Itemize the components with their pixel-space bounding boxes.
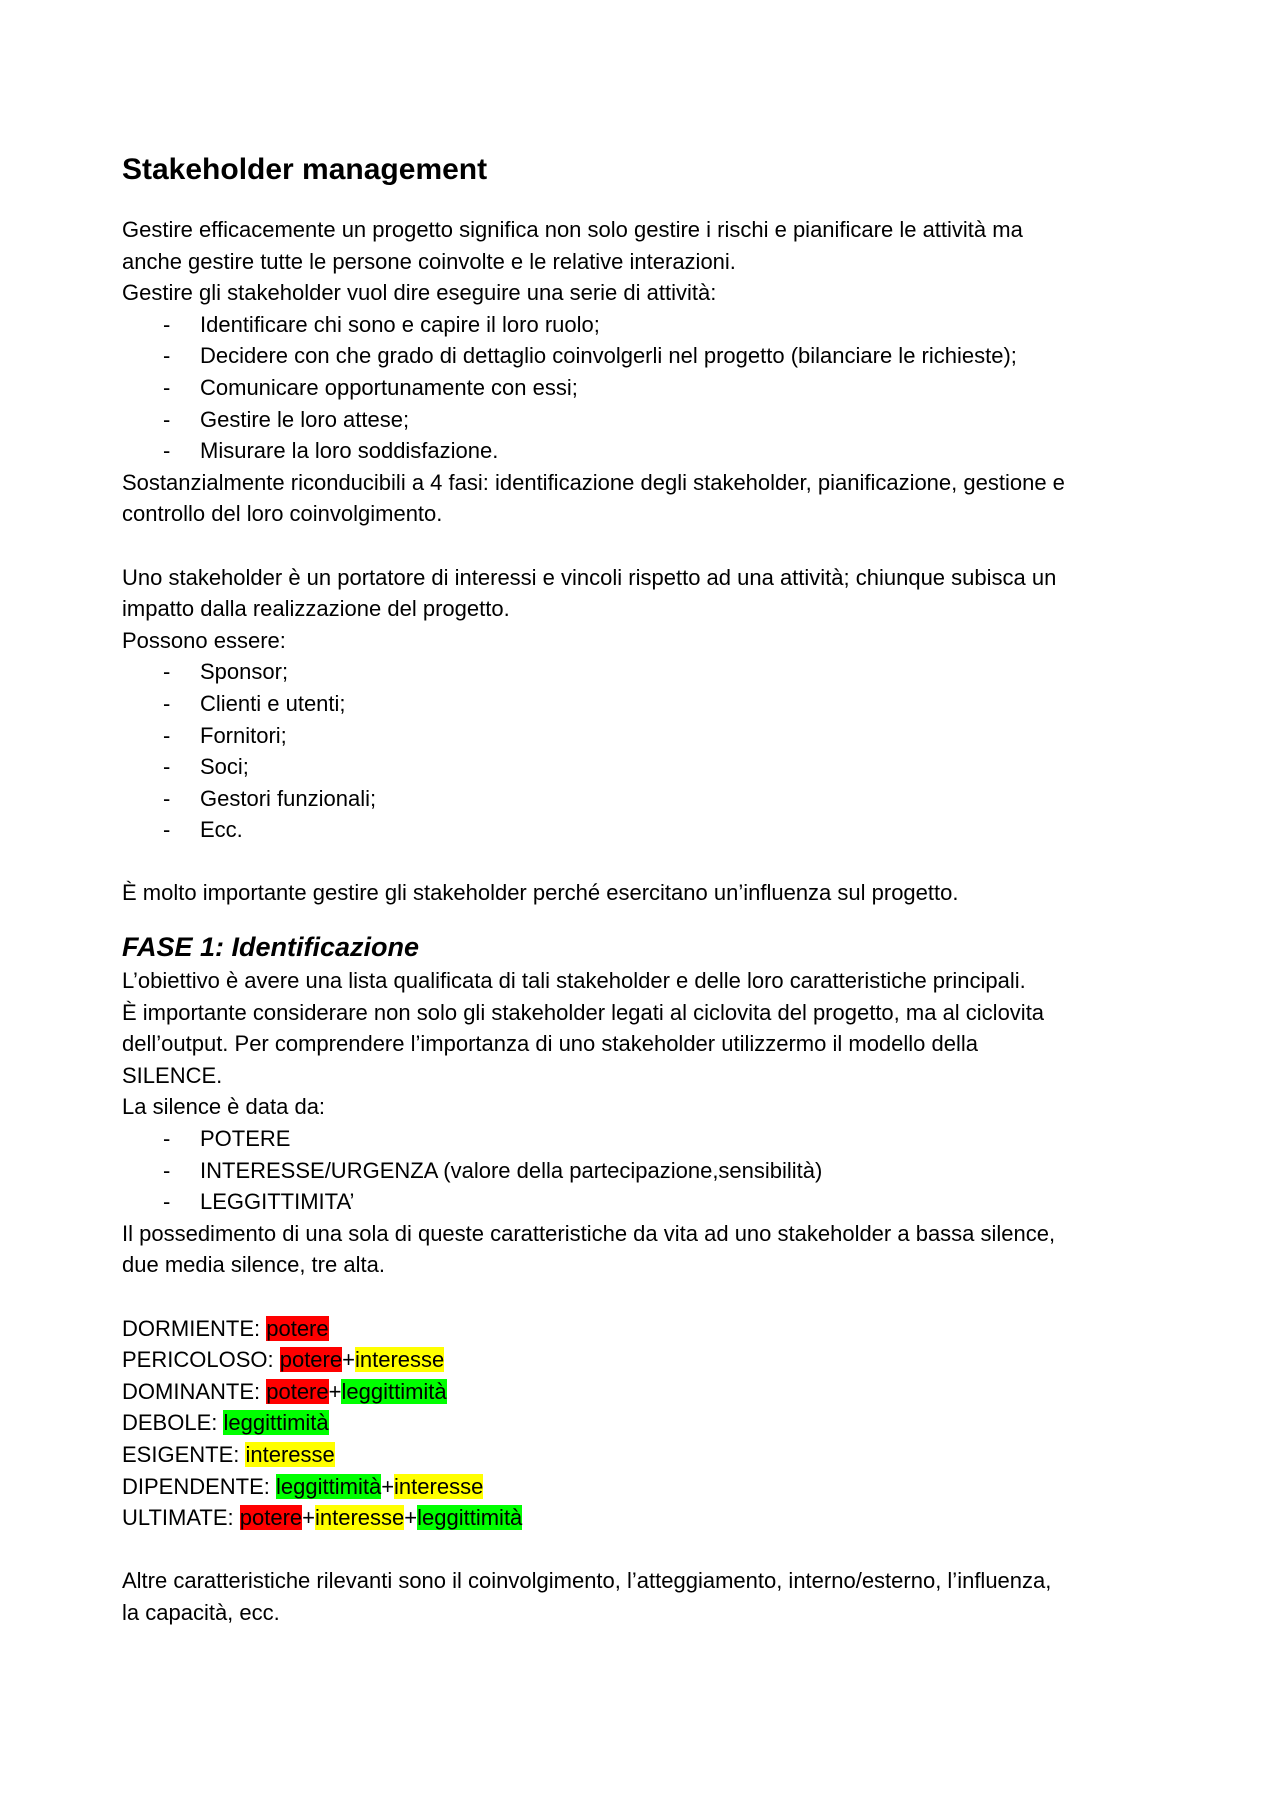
silence-intro: La silence è data da:: [122, 1094, 326, 1120]
class-label: DOMINANTE:: [122, 1378, 267, 1404]
stakeholder-types-list: [122, 656, 1162, 846]
class-label: PERICOLOSO:: [122, 1347, 280, 1373]
list-item: [122, 783, 1162, 815]
class-row-debole: [122, 1407, 1162, 1439]
closing-paragraph-line: la capacità, ecc.: [122, 1599, 280, 1625]
class-row-dormiente: [122, 1313, 1162, 1345]
list-item-text: LEGGITTIMITA’: [200, 1189, 355, 1215]
list-dash: -: [163, 311, 171, 337]
list-item-text: Fornitori;: [200, 722, 287, 748]
class-label: ESIGENTE:: [122, 1441, 246, 1467]
phase-paragraph-line: È importante considerare non solo gli stakeholder legati al ciclovita del progetto, ma al ciclovita: [122, 999, 1045, 1025]
leggittimita-highlight: leggittimità: [341, 1378, 447, 1404]
list-item: [122, 1186, 1162, 1218]
class-row-esigente: [122, 1439, 1162, 1471]
leggittimita-highlight: leggittimità: [276, 1473, 382, 1499]
activities-intro: Gestire gli stakeholder vuol dire eseguire una serie di attività:: [122, 280, 717, 306]
class-label: ULTIMATE:: [122, 1505, 240, 1531]
phase-paragraph-line: SILENCE.: [122, 1062, 223, 1088]
class-label: DORMIENTE:: [122, 1315, 267, 1341]
list-item-text: Misurare la loro soddisfazione.: [200, 438, 499, 464]
potere-highlight: potere: [266, 1315, 329, 1341]
list-item-text: Ecc.: [200, 817, 243, 843]
interesse-highlight: interesse: [315, 1505, 405, 1531]
class-label: DEBOLE:: [122, 1410, 224, 1436]
plus-sign: +: [381, 1473, 395, 1499]
importance-paragraph: È molto importante gestire gli stakeholder perché esercitano un’influenza sul progetto.: [122, 880, 959, 906]
list-item-text: Clienti e utenti;: [200, 690, 346, 716]
potere-highlight: potere: [279, 1347, 343, 1373]
list-item: [122, 1123, 1162, 1155]
phases-paragraph-line: Sostanzialmente riconducibili a 4 fasi: identificazione degli stakeholder, pianificazione, gestione e: [122, 469, 1065, 495]
list-item: [122, 372, 1162, 404]
list-item: [122, 435, 1162, 467]
phases-paragraph-line: controllo del loro coinvolgimento.: [122, 501, 443, 527]
class-row-dipendente: [122, 1471, 1162, 1503]
plus-sign: +: [328, 1378, 342, 1404]
potere-highlight: potere: [239, 1505, 303, 1531]
list-dash: -: [163, 438, 171, 464]
paragraph-spacer: [122, 1281, 1162, 1313]
document-title: Stakeholder management: [122, 153, 488, 186]
plus-sign: +: [404, 1505, 418, 1531]
list-item-text: Sponsor;: [200, 659, 289, 685]
plus-sign: +: [302, 1505, 315, 1531]
class-row-pericoloso: [122, 1344, 1162, 1376]
list-item-text: Decidere con che grado di dettaglio coinvolgerli nel progetto (bilanciare le richieste);: [200, 343, 1017, 369]
list-dash: -: [163, 785, 171, 811]
list-item-text: Soci;: [200, 754, 249, 780]
list-item-text: Comunicare opportunamente con essi;: [200, 374, 578, 400]
types-intro: Possono essere:: [122, 627, 286, 653]
list-dash: -: [163, 690, 171, 716]
list-dash: -: [163, 1126, 171, 1152]
class-label: DIPENDENTE:: [122, 1473, 277, 1499]
possession-paragraph-line: Il possedimento di una sola di queste caratteristiche da vita ad uno stakeholder a bassa silence,: [122, 1220, 1056, 1246]
paragraph-spacer: [122, 846, 1162, 878]
list-item-text: INTERESSE/URGENZA (valore della partecipazione,sensibilità): [200, 1157, 823, 1183]
intro-paragraph-line: anche gestire tutte le persone coinvolte e le relative interazioni.: [122, 248, 736, 274]
class-row-ultimate: [122, 1502, 1162, 1534]
list-dash: -: [163, 1189, 171, 1215]
phase-1-heading: FASE 1: Identificazione: [122, 932, 420, 963]
definition-paragraph-line: impatto dalla realizzazione del progetto.: [122, 596, 510, 622]
list-item: [122, 309, 1162, 341]
activities-list: [122, 309, 1162, 467]
document-body: [122, 150, 1162, 1629]
closing-paragraph-line: Altre caratteristiche rilevanti sono il coinvolgimento, l’atteggiamento, interno/esterno, l’influenza,: [122, 1568, 1052, 1594]
list-item: [122, 720, 1162, 752]
list-dash: -: [163, 659, 171, 685]
list-item: [122, 656, 1162, 688]
paragraph-spacer: [122, 530, 1162, 562]
paragraph-spacer: [122, 1534, 1162, 1566]
leggittimita-highlight: leggittimità: [223, 1410, 329, 1436]
leggittimita-highlight: leggittimità: [417, 1505, 523, 1531]
interesse-highlight: interesse: [394, 1473, 484, 1499]
list-item: [122, 751, 1162, 783]
list-dash: -: [163, 406, 171, 432]
list-dash: -: [163, 1157, 171, 1183]
class-row-dominante: [122, 1376, 1162, 1408]
definition-paragraph-line: Uno stakeholder è un portatore di interessi e vincoli rispetto ad una attività; chiunque subisca un: [122, 564, 1057, 590]
list-dash: -: [163, 374, 171, 400]
interesse-highlight: interesse: [245, 1441, 335, 1467]
phase-paragraph-line: L’obiettivo è avere una lista qualificata di tali stakeholder e delle loro caratteristiche principali.: [122, 968, 1026, 994]
list-item: [122, 404, 1162, 436]
list-item-text: POTERE: [200, 1126, 291, 1152]
list-item-text: Gestire le loro attese;: [200, 406, 410, 432]
list-dash: -: [163, 754, 171, 780]
list-dash: -: [163, 817, 171, 843]
interesse-highlight: interesse: [354, 1347, 445, 1373]
phase-paragraph-line: dell’output. Per comprendere l’importanza di uno stakeholder utilizzermo il modello della: [122, 1031, 979, 1057]
silence-list: [122, 1123, 1162, 1218]
possession-paragraph-line: due media silence, tre alta.: [122, 1252, 385, 1278]
list-dash: -: [163, 343, 171, 369]
list-item-text: Identificare chi sono e capire il loro ruolo;: [200, 311, 600, 337]
list-item: [122, 688, 1162, 720]
potere-highlight: potere: [266, 1378, 329, 1404]
list-item-text: Gestori funzionali;: [200, 785, 377, 811]
list-item: [122, 1155, 1162, 1187]
list-item: [122, 340, 1162, 372]
list-item: [122, 814, 1162, 846]
plus-sign: +: [342, 1347, 355, 1373]
intro-paragraph-line: Gestire efficacemente un progetto significa non solo gestire i rischi e pianificare le attività ma: [122, 217, 1023, 242]
list-dash: -: [163, 722, 171, 748]
